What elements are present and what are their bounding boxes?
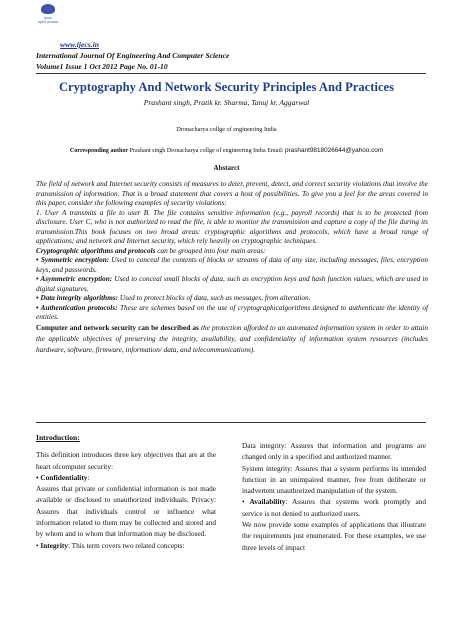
confidentiality-item <box>36 472 216 483</box>
bullet-text: Used to conceal small blocks of data, such as encryption keys and hash function values, which are used in digital signatures. <box>36 275 428 293</box>
paper-title: Cryptography And Network Security Principles And Practices <box>58 80 395 94</box>
abstract-lead: Cryptographic algorithms and protocols <box>36 246 156 255</box>
introduction-heading: Introduction: <box>36 433 80 442</box>
paper-affiliation: Dronacharya collge of engineering India <box>176 126 277 133</box>
abstract-text: the protection afforded to an automated information system in order to attain the applicable objectives of preserving the integrity, availability, and confidentiality of information system resources (includes hardware, software, firmware, information/ data, and telecommunications). <box>36 323 428 354</box>
abstract-paragraph <box>36 323 428 356</box>
journal-logo <box>36 3 60 27</box>
corresponding-label: Corresponding author <box>69 148 129 154</box>
header-rule <box>36 73 426 74</box>
bullet-text: Used to conceal the contents of blocks or streams of data of any size, including messages, files, encryption keys, and passwords. <box>36 256 428 274</box>
integrity-text: : This term covers two related concepts: <box>67 540 185 550</box>
logo-icon <box>41 4 55 14</box>
confidentiality-colon: : <box>87 472 90 482</box>
logo-text: ijecs open access <box>37 16 59 24</box>
abstract-text: can be grouped into four main areas: <box>155 246 266 255</box>
abstract-bullet <box>36 256 428 275</box>
abstract-bullet <box>36 304 428 323</box>
abstract-heading: Abstarct <box>213 164 240 172</box>
abstract-lead: Computer and network security can be described as <box>36 323 199 332</box>
bullet-lead: • Asymmetric encryption: <box>36 275 113 283</box>
bullet-lead: • Data integrity algorithms: <box>36 294 119 302</box>
paper-authors: Prashant singh, Pratik kr. Sharma, Tanuj kr. Aggarwal <box>143 98 310 107</box>
integrity-label: Integrity <box>40 540 68 550</box>
availability-text: : Assures that systems work promptly and service is not denied to authorized users. <box>242 497 426 518</box>
abstract-paragraph: The field of network and Internet security consists of measures to deter, prevent, detect, and correct security violations that involve the transmission of information. That is a broad statement that covers a host of possibilities. To give you a feel for the areas covered in this paper, consider the following examples of security violations: <box>36 180 428 207</box>
body-paragraph: Assures that private or confidential information is not made available or disclosed to unauthorized individuals. Privacy: Assures that individuals control or influence what information related to them may be collected and stored and by whom and to whom that information may be disclosed. <box>36 484 216 539</box>
journal-name: International Journal Of Engineering And Computer Science <box>36 51 230 60</box>
right-column <box>242 440 426 553</box>
abstract-paragraph: 1. User A transmits a file to user B. The file contains sensitive information (e.g., payroll records) that is to be protected from disclosure. User C, who is not authorized to read the file, is able to monitor the transmission and capture a copy of the file during its transmission.This book focuses on two broad areas: cryptographic algorithms and protocols, which have a broad range of applications; and network and Internet security, which rely heavily on cryptographic techniques. <box>36 208 428 245</box>
confidentiality-label: • Confidentiality <box>36 472 88 482</box>
availability-label: Availability <box>249 497 286 507</box>
bullet-mark: • <box>242 497 250 507</box>
body-paragraph: We now provide some examples of applications that illustrate the requirements just enumerated. For these examples, we use three levels of impact <box>242 520 426 552</box>
corresponding-author <box>0 147 453 154</box>
body-paragraph: System integrity: Assures that a system performs its intended function in an unimpaired manner, free from deliberate or inadvertent unauthorized manipulation of the system. <box>242 463 426 496</box>
abstract-rule <box>36 422 426 423</box>
bullet-lead: • Authentication protocols: <box>36 303 118 312</box>
abstract-bullet <box>36 275 428 294</box>
body-paragraph: This definition introduces three key objectives that are at the heart ofcomputer security: <box>36 450 216 471</box>
bullet-text: These are schemes based on the use of cryptographicalgorithms designed to authenticate the identity of entities. <box>36 303 429 321</box>
abstract-body <box>36 180 428 356</box>
availability-item <box>242 496 426 519</box>
journal-url-link[interactable]: www.ijecs.in <box>60 40 99 49</box>
abstract-bullet <box>36 294 428 304</box>
body-paragraph: Data integrity: Assures that information and programs are changed only in a specified and authorized manner. <box>242 441 426 462</box>
bullet-text: Used to protect blocks of data, such as messages, from alteration. <box>118 294 311 302</box>
bullet-mark: • <box>36 540 41 550</box>
abstract-paragraph <box>36 247 428 257</box>
left-column <box>36 432 216 551</box>
integrity-item <box>36 540 216 551</box>
author-email: prashant9818026644@yahoo.com <box>285 147 384 154</box>
bullet-lead: • Symmetric encryption: <box>36 256 110 264</box>
corresponding-text: Prashant singh Dronacharya collge of engineering India Email: <box>129 148 284 154</box>
journal-volume: Volume1 Issue 1 Oct 2012 Page No. 01-10 <box>36 62 168 71</box>
